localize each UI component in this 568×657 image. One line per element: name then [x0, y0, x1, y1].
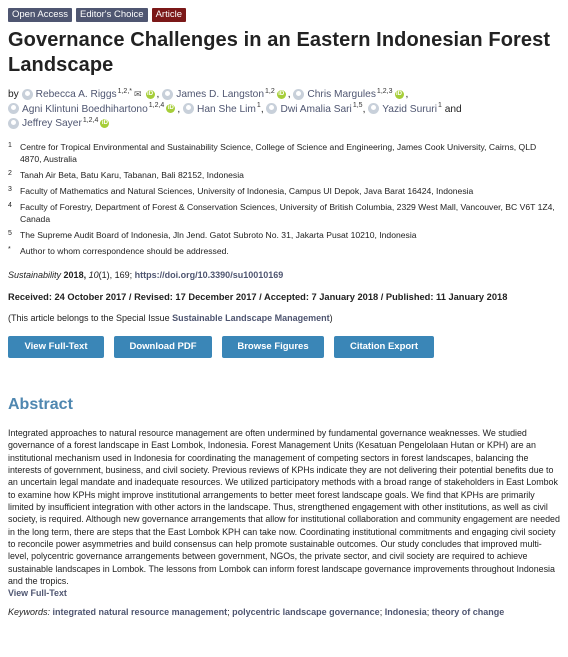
publication-dates: Received: 24 October 2017 / Revised: 17 December 2017 / Accepted: 7 January 2018 / Published: 11 January 2018: [8, 291, 508, 302]
journal-name: Sustainability: [8, 269, 62, 280]
by-label: by: [8, 89, 19, 100]
author-avatar-icon: [162, 89, 173, 100]
affiliation-item: [8, 185, 560, 198]
orcid-icon[interactable]: iD: [278, 90, 285, 97]
orcid-icon[interactable]: iD: [101, 119, 108, 126]
author-link[interactable]: Rebecca A. Riggs: [35, 89, 117, 100]
author-avatar-icon: [266, 103, 277, 114]
affiliation-item: [8, 245, 560, 258]
orcid-icon[interactable]: iD: [147, 90, 154, 97]
special-issue-suffix: ): [329, 312, 333, 323]
view-full-text-button[interactable]: View Full-Text: [8, 336, 104, 358]
affiliation-item: [8, 169, 560, 182]
affiliation-number: 5: [8, 230, 12, 238]
author-list: by Rebecca A. Riggs$^{1,2,*}$ ✉ iD , James D. Langston$^{1,2}$ iD , Chris Margules$^{1,2,3}$ iD , Agni Klintuni Boedhihartono$^{1,2,4}$ iD , Han She Lim$^1$, Dwi Amalia Sari$^{1,5}$, Yazid Sururi$^1$ and Jeffrey Sayer$^{1,2,4}$ iD: [8, 87, 462, 129]
email-icon[interactable]: ✉: [134, 89, 142, 99]
keywords-label: Keywords:: [8, 606, 51, 617]
author-avatar-icon: [22, 89, 33, 100]
author-avatar-icon: [8, 118, 19, 129]
keyword-link[interactable]: Indonesia: [384, 606, 427, 617]
author-link[interactable]: James D. Langston: [176, 89, 264, 100]
affiliation-number: 4: [8, 201, 12, 209]
author-link[interactable]: Han She Lim: [197, 103, 256, 115]
author-affiliation-sup: 1: [437, 102, 442, 110]
affiliation-item: [8, 229, 560, 242]
author-link[interactable]: Yazid Sururi: [382, 103, 437, 115]
affiliation-item: [8, 141, 560, 167]
author-avatar-icon: [183, 103, 194, 114]
author-link[interactable]: Agni Klintuni Boedhihartono: [22, 103, 148, 115]
keyword-link[interactable]: polycentric landscape governance: [232, 606, 380, 617]
article-page: [8, 8, 560, 617]
affiliations: [8, 141, 560, 258]
citation-line: [8, 270, 560, 280]
author-avatar-icon: [293, 89, 304, 100]
orcid-icon[interactable]: iD: [167, 105, 174, 112]
keyword-link[interactable]: integrated natural resource management: [52, 606, 228, 617]
citation-pages: 169;: [114, 269, 133, 280]
affiliation-text: Centre for Tropical Environmental and Sustainability Science, College of Science and Engineering, James Cook University, Cairns, QLD 4870, Australia: [20, 141, 537, 165]
affiliation-text: Faculty of Mathematics and Natural Sciences, University of Indonesia, Campus UI Depok, Java Barat 16424, Indonesia: [20, 185, 474, 196]
citation-year: 2018,: [63, 269, 87, 280]
special-issue-link[interactable]: Sustainable Landscape Management: [172, 312, 330, 323]
abstract-text: Integrated approaches to natural resource management are often undermined by fundamental governance weaknesses. We studied governance of a forest landscape in East Lombok, Indonesia. Forest Management Units (Kesatuan Pengelolaan Hutan or KPH) are an institutional mechanism used in Indonesia for coordinating the management of competing sectors in forest landscapes, balancing the interests of government, business, and civil society. Previous reviews of KPHs indicate they are not delivering their potential benefits due to an uncertain legal mandate and inadequate resources. We utilized participatory methods with a broad range of stakeholders in East Lombok to examine how KPHs might improve institutional arrangements to better meet forest landscape goals. We find that KPHs are primarily limited by insufficient integration with other actors in the landscape. Thus, strengthened engagement with other institutions, as well as civil society, is required. Although new governance arrangements that allow for institutional collaboration and community engagement are needed in the long term, there are steps that the East Lombok KPH can take now. Coordinating institutional commitments and engaging civil society to reconcile power asymmetries and build consensus can help promote sustainable outcomes. Our study concludes that improved multi-level, polycentric governance arrangements between government, NGOs, the private sector, and civil society are required to achieve sustainable landscapes in Lombok. The lessons from Lombok can inform forest landscape governance improvements throughout Indonesia and the tropics.: [8, 427, 560, 586]
affiliation-text: Faculty of Forestry, Department of Forest & Conservation Sciences, University of British Columbia, 2329 West Mall, Vancouver, BC V6T 1Z4, Canada: [20, 201, 555, 225]
author-affiliation-sup: 1,2,4: [148, 102, 165, 110]
affiliation-text: Author to whom correspondence should be addressed.: [20, 246, 229, 257]
article-title: Governance Challenges in an Eastern Indonesian Forest Landscape: [8, 29, 551, 76]
affiliation-number: 1: [8, 141, 12, 149]
article-type-badge: Article: [152, 8, 186, 22]
author-affiliation-sup: 1: [256, 102, 261, 110]
affiliation-text: The Supreme Audit Board of Indonesia, Jln Jend. Gatot Subroto No. 31, Jakarta Pusat 10210, Indonesia: [20, 230, 417, 241]
affiliation-text: Tanah Air Beta, Batu Karu, Tabanan, Bali 82152, Indonesia: [20, 170, 244, 181]
author-avatar-icon: [8, 103, 19, 114]
download-pdf-button[interactable]: Download PDF: [114, 336, 212, 358]
author-affiliation-sup: 1,2,4: [82, 116, 99, 124]
affiliation-number: *: [8, 246, 11, 254]
abstract-body: [8, 427, 560, 600]
abstract-view-full-text-link[interactable]: View Full-Text: [8, 588, 67, 599]
author-affiliation-sup: 1,2,3: [376, 87, 393, 95]
author-link[interactable]: Dwi Amalia Sari: [280, 103, 352, 115]
editors-choice-badge[interactable]: Editor's Choice: [76, 8, 148, 22]
citation-issue: (1),: [98, 269, 113, 280]
author-link[interactable]: Jeffrey Sayer: [22, 118, 82, 129]
citation-export-button[interactable]: Citation Export: [334, 336, 434, 358]
doi-link[interactable]: https://doi.org/10.3390/su10010169: [134, 269, 284, 280]
browse-figures-button[interactable]: Browse Figures: [222, 336, 324, 358]
keywords: Keywords: integrated natural resource management; polycentric landscape governance; Indonesia; theory of change: [8, 606, 505, 617]
affiliation-number: 2: [8, 170, 12, 178]
author-avatar-icon: [368, 103, 379, 114]
author-affiliation-sup: 1,5: [352, 102, 363, 110]
special-issue-note: [8, 313, 560, 323]
affiliation-item: [8, 201, 560, 227]
badges: [8, 8, 560, 22]
author-affiliation-sup: 1,2,*: [117, 87, 132, 95]
author-affiliation-sup: 1,2: [265, 87, 275, 95]
special-issue-prefix: (This article belongs to the Special Issue: [8, 312, 173, 323]
action-buttons: [8, 336, 560, 358]
keyword-link[interactable]: theory of change: [431, 606, 505, 617]
abstract-heading: Abstract: [8, 395, 73, 413]
author-link[interactable]: Chris Margules: [307, 89, 376, 100]
and-label: and: [444, 103, 462, 115]
open-access-badge[interactable]: Open Access: [8, 8, 72, 22]
affiliation-number: 3: [8, 185, 12, 193]
citation-volume: 10: [88, 269, 99, 280]
orcid-icon[interactable]: iD: [396, 90, 402, 97]
